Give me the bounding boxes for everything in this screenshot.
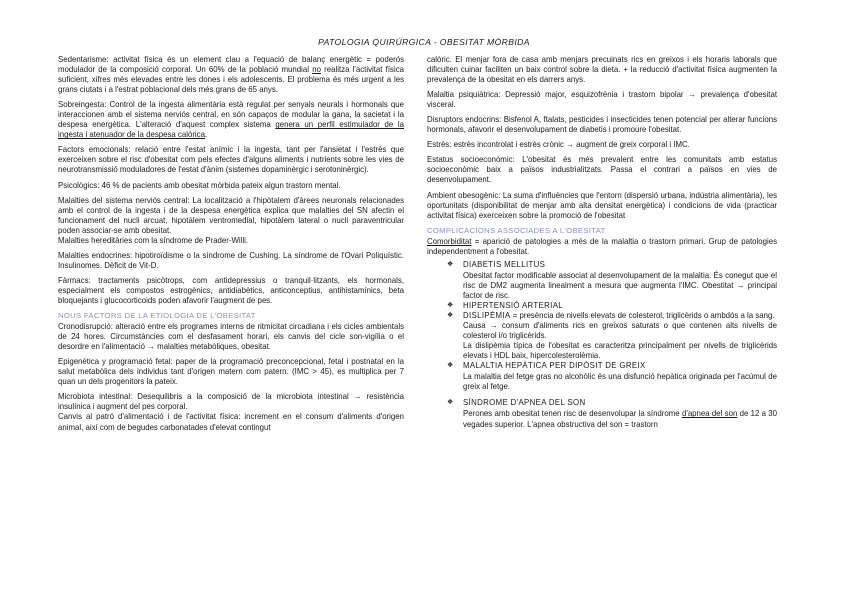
page-title: PATOLOGIA QUIRÚRGICA - OBESITAT MÒRBIDA — [318, 37, 530, 47]
right-column — [427, 55, 777, 430]
diamond-bullet-icon: ❖ — [447, 362, 454, 370]
diamond-bullet-icon: ❖ — [447, 399, 454, 407]
paragraph-factors-emocionals: Factors emocionals: relació entre l'estat anímic i la ingesta, tant per l'ansietat i l'estrès que exerceixen sobre el risc d'obesitat com pels efectes d'alguns aliments i nutrients sobre les vies de neurotransmissió moduladores de l'estat d'ànim (sistemes dopaminèrgic i serotoninèrgic). — [58, 145, 404, 175]
list-item-heading: DIABETIS MELLITUS — [463, 259, 546, 269]
paragraph-socioeconomic: Estatus socioeconòmic: L'obesitat és més prevalent entre les comunitats amb estatus socioeconòmic baix a països industrialitzats. Passa el contrari a països en vies de desenvolupament. — [427, 155, 777, 185]
paragraph-psicologics: Psicològics: 46 % de pacients amb obesitat mòrbida pateix algun trastorn mental. — [58, 180, 341, 190]
paragraph-ambient-obesogenic: Ambient obesogènic: La suma d'influències que l'entorn (dispersió urbana, indústria alimentària), les oportunitats (disponibilitat de menjar amb alta densitat energètica) i condicions de vida (practicar activitat física) exerceixen sobre la promoció de l'obesitat — [427, 190, 777, 220]
list-item-heading: MALALTIA HEPÀTICA PER DIPÒSIT DE GREIX — [463, 361, 646, 371]
paragraph-endocrines: Malalties endocrines: hipotiroïdisme o la síndrome de Cushing. La síndrome de l'Ovari Poliquístic. Insulinomes. Dèficit de Vit-D. — [58, 250, 404, 270]
section-heading-nous-factors: NOUS FACTORS DE LA ETIOLOGIA DE L'OBESITAT — [58, 311, 256, 321]
list-item-text: DISLIPÈMIA = presència de nivells elevats de colesterol, triglicèrids o ambdós a la sang. — [463, 311, 775, 321]
list-item-hipertensio — [447, 301, 777, 311]
paragraph-hereditaries: Malalties hereditàries com la síndrome de Prader-Willi. — [58, 235, 249, 245]
diamond-bullet-icon: ❖ — [447, 312, 454, 320]
paragraph-comorbiditat: Comorbiditat = aparició de patologies a més de la malaltia o trastorn primari. Grup de patologies independentment a l'obesitat. — [427, 236, 777, 256]
list-item-text: Obesitat factor modificable associat al desenvolupament de la malaltia. És conegut que el risc de DM2 augmenta linealment a mesura que augmenta l'IMC. Obestitat → principal factor de risc. — [463, 270, 777, 300]
list-item-diabetis — [447, 260, 777, 301]
paragraph-microbiota: Microbiota intestinal: Desequilibris a la composició de la microbiota intestinal → resistència insulínica i augment del pes corporal. — [58, 392, 404, 412]
paragraph-continuation: calòric. El menjar fora de casa amb menjars precuinats rics en greixos i els horaris laborals que dificulten cuinar faciliten un baix control sobre la dieta. + la reducció d'activitat física augmenten la prevalença de la obesitat en els darrers anys. — [427, 55, 777, 85]
paragraph-malalties-snc: Malalties del sistema nerviós central: La localització a l'hipòtalem d'àrees neuronals relacionades amb el control de la ingesta i de la despesa energètica explica que malalties del SN afectin el funcionament del nucli arcuat, hipotàlem ventromedial, hipotàlem lateral o nucli paraventricular poden associar-se amb obesitat. — [58, 195, 404, 235]
paragraph-disruptors: Disruptors endocrins: Bisfenol A, ftalats, pesticides i insecticides tenen potencial per alterar funcions hormonals, afavorir el desenvolupament de diabetis i promoure l'obesitat. — [427, 115, 777, 135]
list-item-malaltia-hepatica — [447, 361, 777, 392]
paragraph-canvis-patro: Canvis al patró d'alimentació i de l'activitat física: increment en el consum d'aliments d'origen animal, així com de begudes carbonatades d'elevat contingut — [58, 412, 404, 432]
list-item-text: Perones amb obesitat tenen risc de desenvolupar la síndrome d'apnea del son de 12 a 30 vegades superior. L'apnea obstructiva del son = trastorn — [463, 409, 777, 429]
diamond-bullet-icon: ❖ — [447, 301, 454, 309]
paragraph-cronodisrupcio: Cronodisrupció: alteració entre els programes interns de ritmicitat circadiana i els cicles ambientals de 24 hores. Circumstàncies com el desfasament horari, els canvis del cicle son-vigília o el desordre en l'alimentació → malalties metabòliques, obesitat. — [58, 322, 404, 352]
list-item-text: La dislipèmia típica de l'obesitat es caracteritza principalment per nivells de triglicèrids elevats i HDL baix, hipercolesterolèmia. — [463, 341, 777, 361]
paragraph-sedentarisme: Sedentarisme: activitat física és un element clau a l'equació de balanç energètic = poderós modulador de la composició corporal. Un 60% de la població mundial no realitza l'activitat física suficient, xifres més elevades entre les dones i els adolescents. El problema és més urgent a les grans ciutats i a l'estrat poblacional dels més grans de 65 anys. — [58, 55, 404, 95]
paragraph-psiquiatrica: Malaltia psiquiàtrica: Depressió major, esquizofrènia i trastorn bipolar → prevalença d'obesitat visceral. — [427, 90, 777, 110]
list-item-text: La malaltia del fetge gras no alcohòlic és una disfunció hepàtica originada per l'acúmul de greix al fetge. — [463, 372, 777, 392]
left-column — [58, 55, 404, 438]
list-item-text: Causa → consum d'aliments rics en greixos saturats o que contenen alts nivells de colesterol i/o triglicèrids. — [463, 321, 777, 341]
paragraph-estres: Estrès: estrès incontrolat i estrès crònic → augment de greix corporal i IMC. — [427, 140, 690, 150]
list-item-apnea — [447, 398, 777, 429]
complications-list — [447, 260, 777, 430]
paragraph-sobreingesta: Sobreingesta: Control de la ingesta alimentària està regulat per senyals neurals i hormonals que interaccionen amb el sistema nerviós central, en són capaços de modular la gana, la sacietat i la despesa energètica. L'alteració d'aquest complex sistema genera un perfil estimulador de la ingesta i atenuador de la despesa calòrica. — [58, 100, 404, 140]
list-item-heading: SÍNDROME D'APNEA DEL SON — [463, 398, 586, 408]
diamond-bullet-icon: ❖ — [447, 260, 454, 268]
paragraph-epigenetica: Epigenètica y programació fetal: paper de la programació preconcepcional, fetal i postnatal en la salut metabòlica dels individus tant d'origen matern com patern. (IMC > 45), es multiplica per 7 quan un dels progenitors la pateix. — [58, 357, 404, 387]
paragraph-farmacs: Fàrmacs: tractaments psicòtrops, com antidepressius o tranquil·litzants, els hormonals, especialment els compostos estrogènics, antidiabètics, anticonceptius, antihistamínics, beta bloquejants i glucocorticoids poden afavorir l'augment de pes. — [58, 275, 404, 305]
list-item-heading: HIPERTENSIÓ ARTERIAL — [463, 300, 563, 310]
list-item-dislipemia — [447, 311, 777, 361]
section-heading-complicacions: COMPLICACIONS ASSOCIADES A L'OBESITAT — [427, 225, 606, 235]
